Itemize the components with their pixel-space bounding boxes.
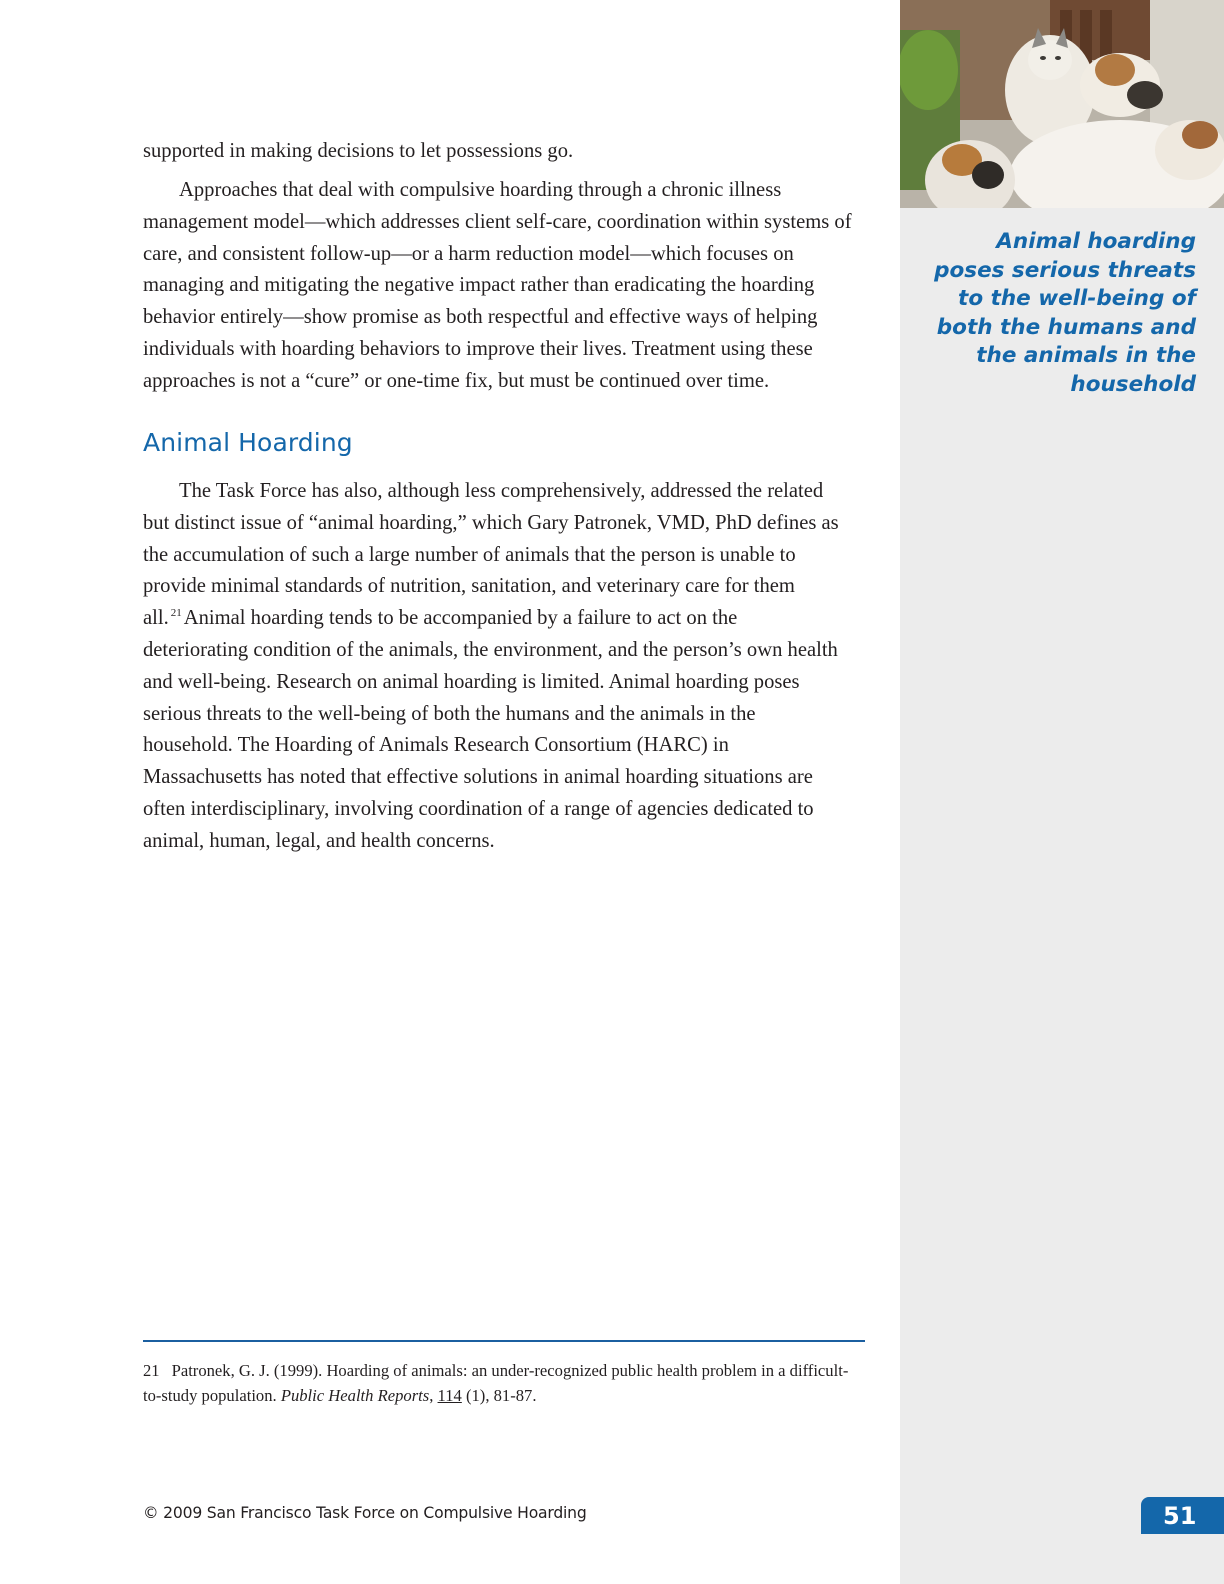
footnote-volume: 114 <box>437 1386 462 1405</box>
page-number: 51 <box>1141 1497 1224 1534</box>
footnote-reference[interactable]: 21 <box>170 607 182 620</box>
footnote <box>143 1358 863 1408</box>
approaches-paragraph: Approaches that deal with compulsive hoarding through a chronic illness management model—which addresses client self-care, coordination within systems of care, and consistent follow-up—or a harm reduction model—which focuses on managing and mitigating the negative impact rather than eradicating the hoarding behavior entirely—show promise as both respectful and effective ways of helping individuals with hoarding behaviors to improve their lives. Treatment using these approaches is not a “cure” or one-time fix, but must be continued over time. <box>143 179 852 392</box>
footnote-pages: (1), 81-87. <box>465 1386 537 1405</box>
animal-hoarding-paragraph <box>143 476 843 858</box>
cats-photo <box>900 0 1224 208</box>
lead-paragraph: supported in making decisions to let possessions go. <box>143 140 574 162</box>
footnote-text: Patronek, G. J. (1999). Hoarding of animals: an under-recognized public health problem in a difficult-to-study population. <box>143 1361 849 1405</box>
footnote-divider <box>143 1340 865 1342</box>
footnote-separator: , <box>429 1386 434 1405</box>
pull-quote: Animal hoarding poses serious threats to the well-being of both the humans and the animals in the household <box>934 229 1196 397</box>
animal-paragraph-part2: Animal hoarding tends to be accompanied by a failure to act on the deteriorating condition of the animals, the environment, and the person’s own health and well-being. Research on animal hoarding is limited. Animal hoarding poses serious threats to the well-being of both the humans and the animals in the household. The Hoarding of Animals Research Consortium (HARC) in Massachusetts has noted that effective solutions in animal hoarding situations are often interdisciplinary, involving coordination of a range of agencies dedicated to animal, human, legal, and health concerns. <box>143 607 838 852</box>
section-heading: Animal Hoarding <box>143 428 353 457</box>
animal-paragraph-part1: The Task Force has also, although less comprehensively, addressed the related but distinct issue of “animal hoarding,” which Gary Patronek, VMD, PhD defines as the accumulation of such a large number of animals that the person is unable to provide minimal standards of nutrition, sanitation, and veterinary care for them all. <box>143 480 839 630</box>
footnote-number: 21 <box>143 1361 160 1380</box>
sidebar <box>900 0 1224 1584</box>
copyright-footer: © 2009 San Francisco Task Force on Compulsive Hoarding <box>143 1504 587 1522</box>
footnote-journal: Public Health Reports <box>280 1386 430 1405</box>
